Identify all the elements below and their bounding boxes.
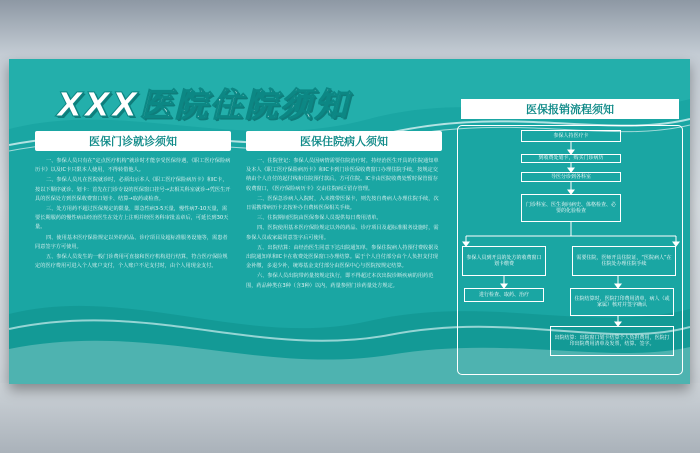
notice-paragraph: 五、出院结算：由经治医生同意下达出院通知单，参保住院病人持预付费收据及出院通知单和IC卡在收费处医保窗口办理结算。属于个人自付部分由个人负担支付现金补缴，多退少补，统筹基金支付部分由医保中心与医院按规定结算。	[246, 244, 439, 270]
outpatient-notice-panel	[35, 131, 231, 272]
flow-step-3: 导医分诊到各科室	[521, 172, 621, 182]
board-title: XXX医院住院须知	[57, 85, 350, 124]
inpatient-notice-panel	[246, 131, 442, 292]
outpatient-notice-heading: 医保门诊就诊须知	[35, 131, 231, 151]
notice-board	[9, 59, 690, 384]
notice-paragraph: 四、医院使用基本医疗保险规定以外的药品、诊疗项目及超标准服务设施时，需参保人员或家属同意签字后可使用。	[246, 225, 439, 241]
outpatient-notice-body	[35, 157, 231, 271]
floor-background	[0, 383, 700, 453]
flow-step-6: 需要住院，医师开具住院证，“医院病人”在住院处办理住院手续	[572, 246, 676, 276]
inpatient-notice-heading: 医保住院病人须知	[246, 131, 442, 151]
notice-paragraph: 五、参保人员发生的一般门诊费用可直接和医疗机构进行结算，符合医疗保险规定的医疗费用可进入个人账户支付，个人账户不足支付时，由个人用现金支付。	[35, 254, 228, 270]
flow-step-1: 参保人持医疗卡	[521, 130, 621, 142]
notice-paragraph: 二、医保急诊病人入院时，入未携带医保卡，则先按自费病人办理住院手续，次日需携带病历卡去按补办自费转医保相关手续。	[246, 195, 439, 212]
notice-paragraph: 四、使用基本医疗保险规定以外的药品、诊疗项目及超标准服务设施等，需患者同意签字方可使用。	[35, 234, 228, 250]
notice-paragraph: 一、参保人员只有在“定点医疗机构”就诊时才能享受医保待遇，《职工医疗保险病历卡》以及IC卡只限本人使用，不得转借他人。	[35, 158, 231, 174]
flow-step-2: 到收费处划卡，购买门诊病历	[521, 154, 621, 163]
notice-paragraph: 三、处方用药不超过医保规定的限量，即急性病3-5天量，慢性病7-10天量，需要长期服药的慢性病由经治医生在处方上注明并经医务科审批盖章后，可延长到30天量。	[35, 206, 229, 231]
notice-paragraph: 三、住院期间医院由医保参保人员提供每日费用清单。	[257, 215, 382, 222]
flow-step-5: 参保人员到开具的处方的收费窗口划卡缴费	[462, 246, 546, 276]
flow-step-4: 门诊科室、医生询问病史、体格检查、必要的化验检查	[521, 194, 621, 222]
reimbursement-flow-heading: 医保报销流程须知	[461, 99, 679, 119]
flow-step-8: 住院结算时，医院打印费用清单，病人（或家属）核对并签字确认	[570, 288, 674, 316]
inpatient-notice-body	[246, 157, 442, 291]
reimbursement-flowchart	[457, 125, 683, 375]
flow-step-7: 进行检查、取药、治疗	[464, 288, 544, 302]
notice-paragraph: 六、参保人员出院带药量按规定执行，即不得超过本次出院诊断疾病的用药范围，药品种类在3种（含3种）以内，药量参照门诊药量处方规定。	[246, 273, 434, 289]
notice-paragraph: 二、参保人员凡在医院就诊时，必须出示本人《职工医疗保险病历卡》和IC卡，按以下顺序就诊、划卡：首先在门诊专设的医保窗口挂号→去相关科室就诊→凭医生开具的医保处方到医保收费窗口划卡、结算→取药或检查。	[35, 177, 231, 202]
flow-step-9: 出院结算：出院窗口划卡结算个人负担费用，医院打印出院费用清单及发票，结算、签字。	[550, 326, 674, 356]
notice-paragraph: 一、住院登记：参保人员因病情需要住院治疗时，持经治医生开具的住院通知单及本人《职工医疗保险病历卡》和IC卡到门诊医保收费窗口办理住院手续，按规定交纳由个人自付的起付线和住院预付款后，方可住院。IC卡由医院收费处暂时保管留存收费窗口，《医疗保险病历卡》交由住院病区留存管理。	[246, 158, 439, 192]
